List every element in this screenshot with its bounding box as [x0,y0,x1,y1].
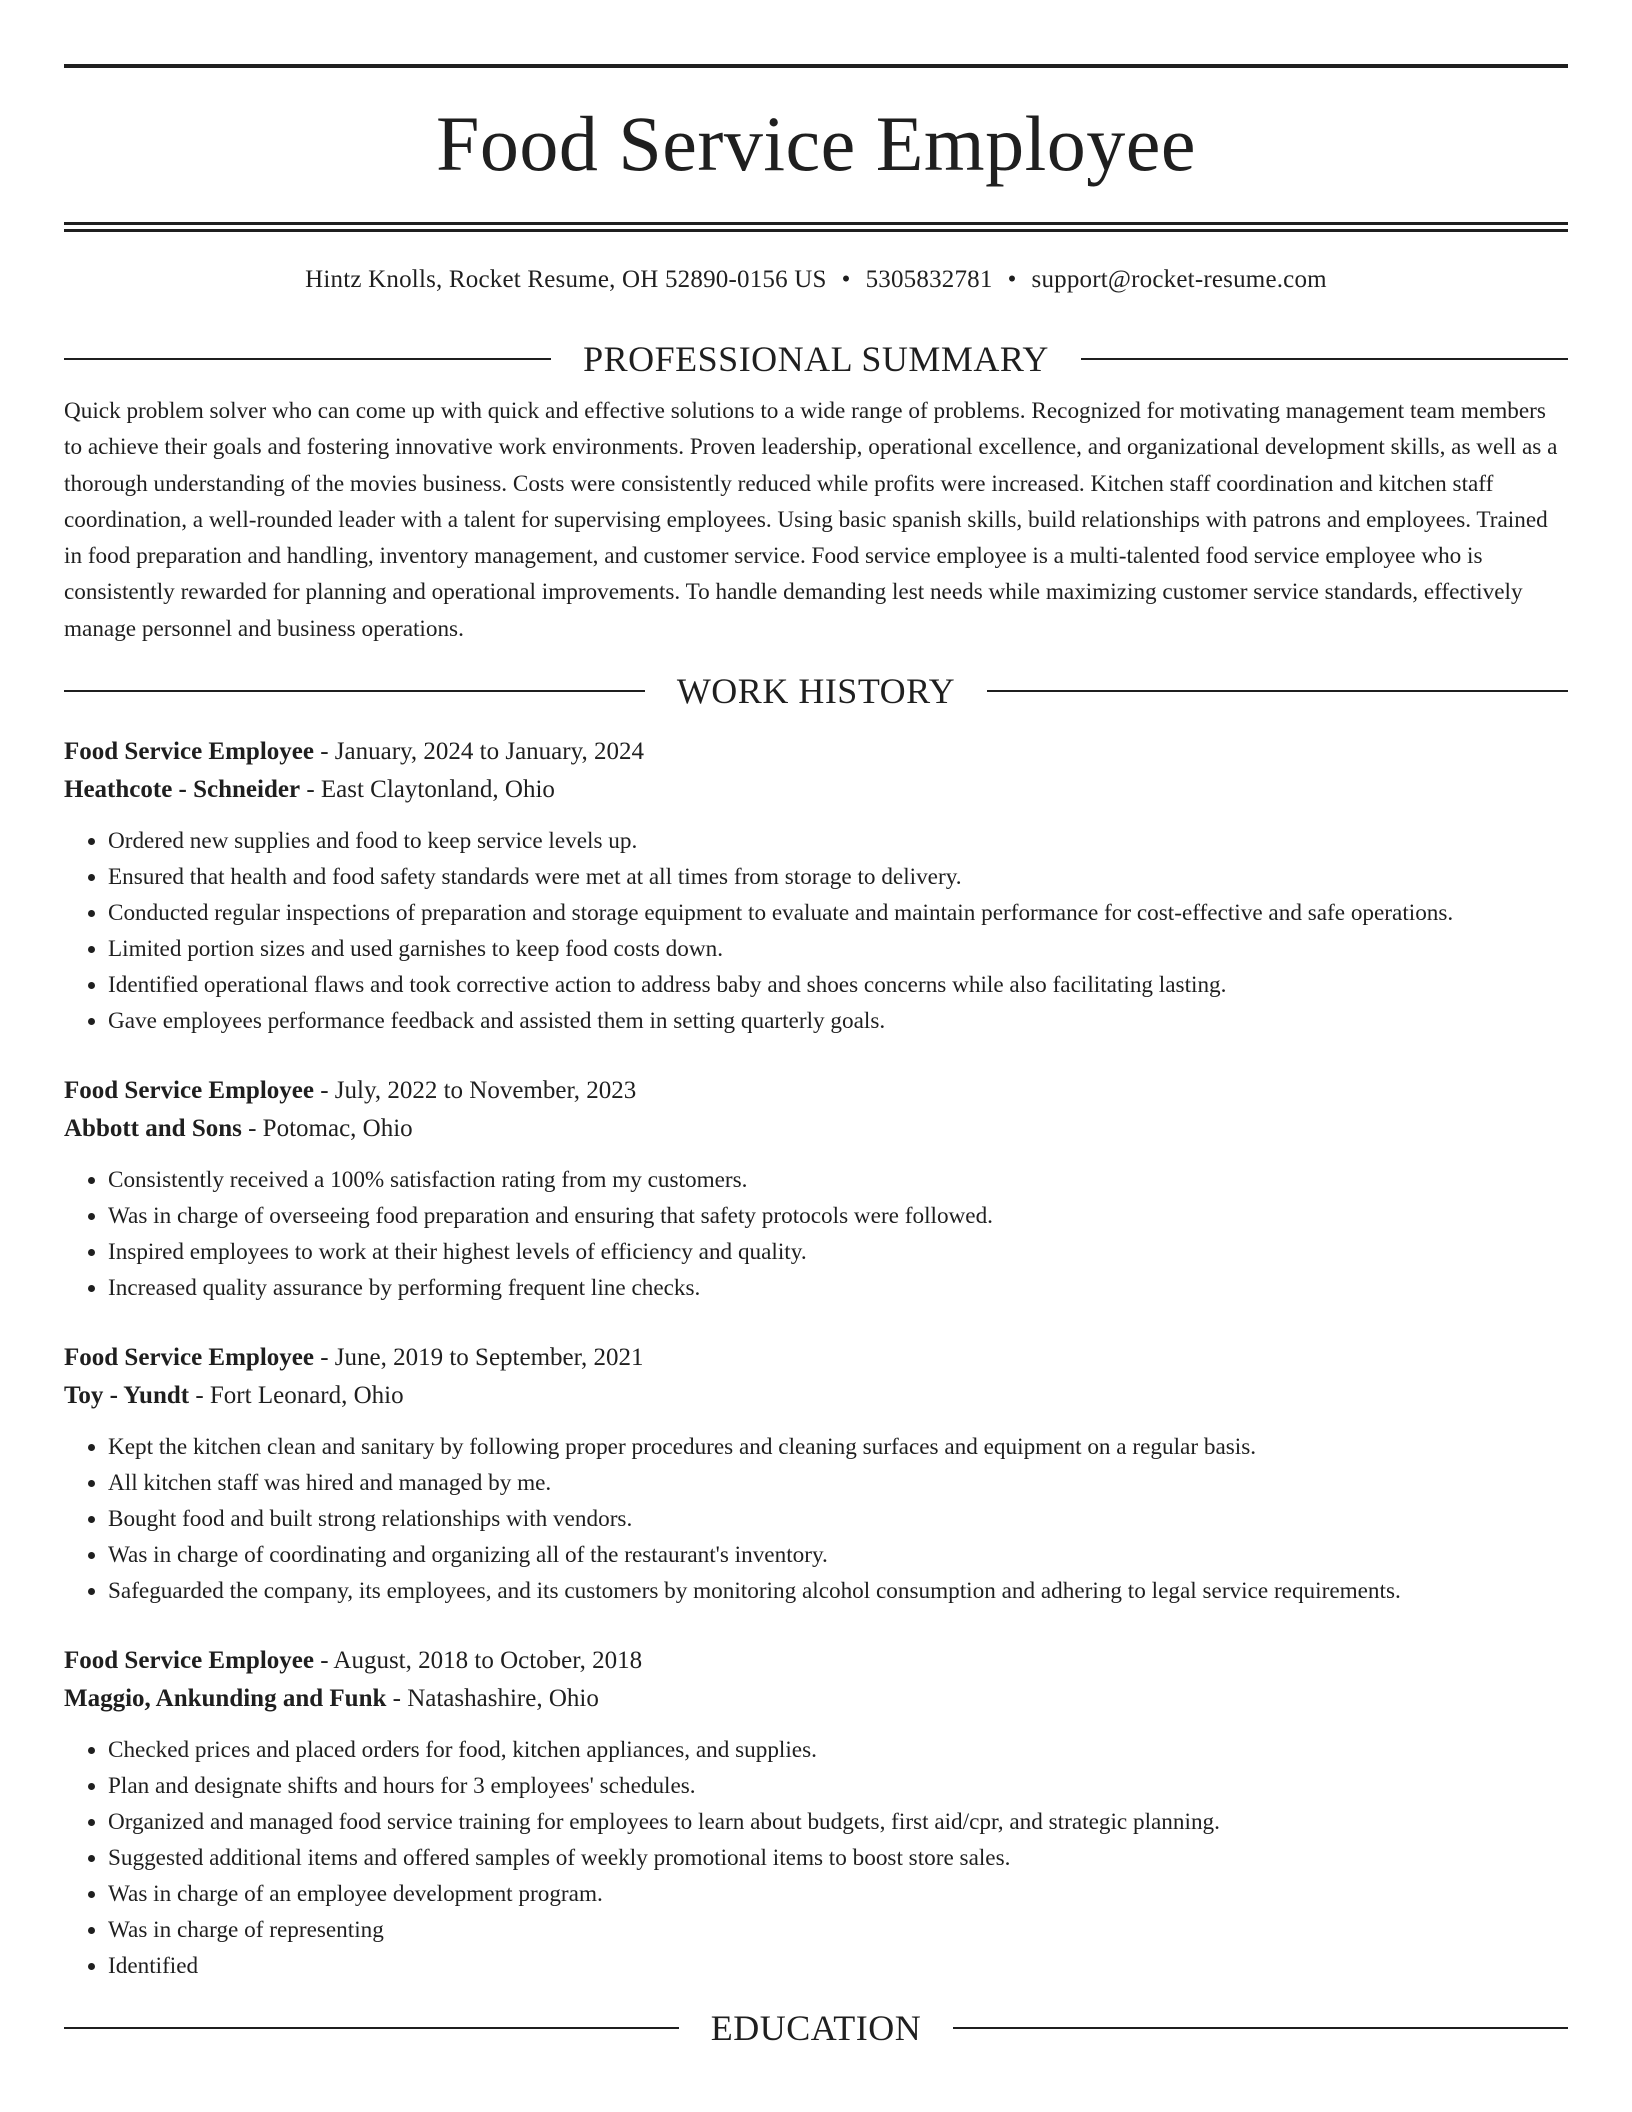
job-bullet: • Identified operational flaws and took corrective action to address baby and shoes concerns while also facilitating lasting. [108,967,1568,1003]
job-location: - Natashashire, Ohio [386,1685,599,1713]
heading-rule-left [64,690,645,692]
job-entry [64,1642,1568,1984]
job-title-line [64,1642,1568,1680]
section-title: PROFESSIONAL SUMMARY [583,339,1049,379]
job-company-line [64,1110,1568,1148]
professional-summary-text: Quick problem solver who can come up with quick and effective solutions to a wide range of problems. Recognized for motivating management team members to achieve their goals and fostering innovative work environments. Proven leadership, operational excellence, and organizational development skills, as well as a thorough understanding of the movies business. Costs were consistently reduced while profits were increased. Kitchen staff coordination and kitchen staff coordination, a well-rounded leader with a talent for supervising employees. Using basic spanish skills, build relationships with patrons and employees. Trained in food preparation and handling, inventory management, and customer service. Food service employee is a multi-talented food service employee who is consistently rewarded for planning and operational improvements. To handle demanding lest needs while maximizing customer service standards, effectively manage personnel and business operations. [64,398,1558,642]
job-bullet: • Was in charge of an employee development program. [108,1876,1568,1912]
section-heading-summary [64,339,1568,379]
job-bullets [64,1162,1568,1306]
job-entry [64,1072,1568,1306]
job-bullet: • Organized and managed food service training for employees to learn about budgets, first aid/cpr, and strategic planning. [108,1804,1568,1840]
job-bullet: • Consistently received a 100% satisfaction rating from my customers. [108,1162,1568,1198]
job-bullet: • Inspired employees to work at their highest levels of efficiency and quality. [108,1234,1568,1270]
contact-separator: • [1007,266,1017,293]
job-company: Maggio, Ankunding and Funk [64,1685,387,1713]
job-location: - Fort Leonard, Ohio [189,1382,404,1410]
job-dates: - August, 2018 to October, 2018 [313,1647,643,1675]
job-company-line [64,1680,1568,1718]
heading-rule-right [987,690,1568,692]
job-bullet: • Bought food and built strong relationships with vendors. [108,1501,1568,1537]
job-title: Food Service Employee [64,1077,314,1105]
job-dates: - January, 2024 to January, 2024 [313,738,644,766]
job-bullets [64,823,1568,1039]
section-heading-education [64,2008,1568,2048]
job-company-line [64,771,1568,809]
job-bullet: • Gave employees performance feedback and assisted them in setting quarterly goals. [108,1003,1568,1039]
job-dates: - July, 2022 to November, 2023 [313,1077,637,1105]
job-title-line [64,1072,1568,1110]
job-company-line [64,1377,1568,1415]
job-bullet: • Identified [108,1948,1568,1984]
job-bullet: • Safeguarded the company, its employees, and its customers by monitoring alcohol consumption and adhering to legal service requirements. [108,1573,1568,1609]
job-title: Food Service Employee [64,1647,314,1675]
heading-rule-right [953,2027,1568,2029]
job-company: Heathcote - Schneider [64,776,301,804]
section-title: WORK HISTORY [676,671,956,712]
heading-rule-left [64,358,551,360]
section-heading-work-history [64,671,1568,711]
job-bullet: • Ensured that health and food safety standards were met at all times from storage to delivery. [108,859,1568,895]
job-location: - Potomac, Ohio [241,1115,413,1143]
job-title: Food Service Employee [64,738,314,766]
resume-page [64,64,1568,2048]
contact-separator: • [841,266,851,293]
job-company: Abbott and Sons [64,1115,242,1143]
resume-name: Food Service Employee [436,100,1196,187]
job-bullet: • Was in charge of overseeing food preparation and ensuring that safety protocols were followed. [108,1198,1568,1234]
header-double-rule [64,222,1568,232]
job-bullet: • Suggested additional items and offered samples of weekly promotional items to boost store sales. [108,1840,1568,1876]
job-bullet: • Increased quality assurance by performing frequent line checks. [108,1270,1568,1306]
job-bullet: • Conducted regular inspections of preparation and storage equipment to evaluate and maintain performance for cost-effective and safe operations. [108,895,1568,931]
job-bullet: • Was in charge of coordinating and organizing all of the restaurant's inventory. [108,1537,1568,1573]
contact-line [64,263,1568,297]
contact-address: Hintz Knolls, Rocket Resume, OH 52890-0156 US [305,266,827,293]
job-entry [64,1339,1568,1609]
job-bullet: • Limited portion sizes and used garnishes to keep food costs down. [108,931,1568,967]
job-title: Food Service Employee [64,1344,314,1372]
job-bullet: • Was in charge of representing [108,1912,1568,1948]
job-dates: - June, 2019 to September, 2021 [313,1344,644,1372]
job-bullets [64,1732,1568,1984]
section-title: EDUCATION [710,2008,922,2049]
job-title-line [64,1339,1568,1377]
job-bullet: • Plan and designate shifts and hours for 3 employees' schedules. [108,1768,1568,1804]
job-company: Toy - Yundt [64,1382,190,1410]
job-entry [64,733,1568,1039]
job-bullet: • Kept the kitchen clean and sanitary by following proper procedures and cleaning surfaces and equipment on a regular basis. [108,1429,1568,1465]
job-bullet: • Ordered new supplies and food to keep service levels up. [108,823,1568,859]
job-title-line [64,733,1568,771]
job-bullet: • Checked prices and placed orders for food, kitchen appliances, and supplies. [108,1732,1568,1768]
heading-rule-left [64,2027,679,2029]
job-bullet: • All kitchen staff was hired and managed by me. [108,1465,1568,1501]
contact-email: support@rocket-resume.com [1031,266,1327,293]
contact-phone: 5305832781 [865,266,993,293]
heading-rule-right [1081,358,1568,360]
header-top-rule [64,64,1568,68]
job-location: - East Claytonland, Ohio [300,776,555,804]
job-bullets [64,1429,1568,1609]
